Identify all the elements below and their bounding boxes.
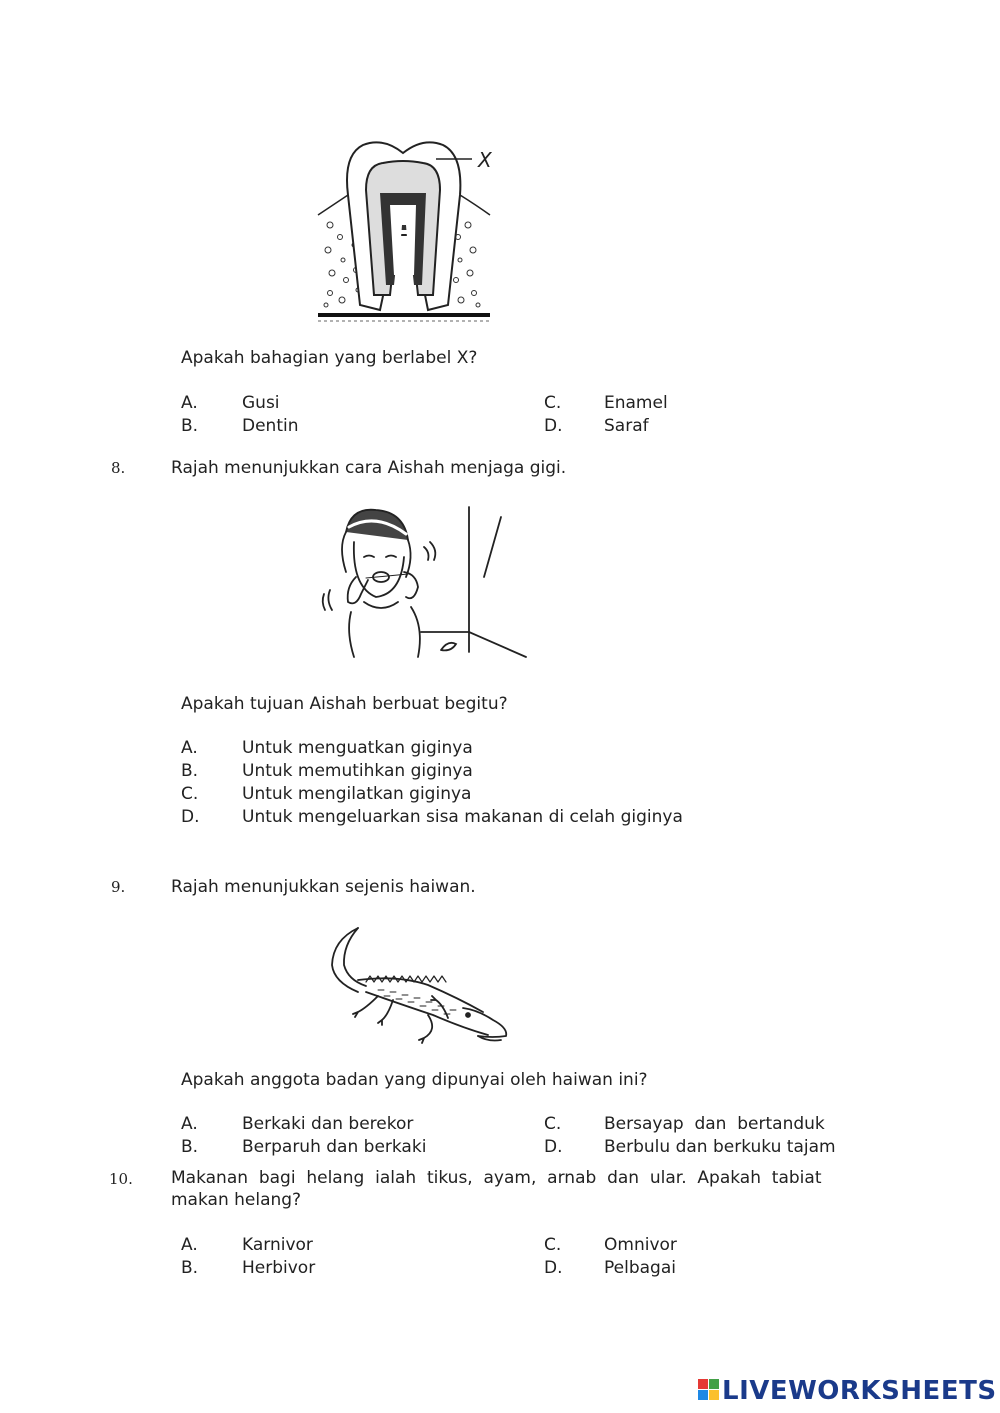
option-b-text[interactable]: Untuk memutihkan giginya (242, 761, 473, 781)
option-b-letter: B. (181, 761, 199, 781)
question-7-options (181, 393, 781, 441)
question-number: 10. (109, 1170, 133, 1188)
diagram-label-x: X (478, 148, 492, 172)
girl-flossing-illustration (316, 502, 526, 662)
option-a-text[interactable]: Karnivor (242, 1235, 313, 1255)
question-8-stem: Rajah menunjukkan cara Aishah menjaga gigi. (171, 458, 567, 478)
option-c-letter: C. (544, 393, 562, 413)
option-a-letter: A. (181, 1114, 198, 1134)
question-8-options (181, 738, 781, 833)
logo-text: LIVEWORKSHEETS (722, 1376, 997, 1406)
option-c-letter: C. (544, 1235, 562, 1255)
option-d-letter: D. (181, 807, 200, 827)
question-9-stem: Rajah menunjukkan sejenis haiwan. (171, 877, 476, 897)
option-a-text[interactable]: Gusi (242, 393, 280, 413)
option-a-letter: A. (181, 393, 198, 413)
option-b-letter: B. (181, 1258, 199, 1278)
question-number: 8. (111, 459, 126, 477)
option-b-text[interactable]: Dentin (242, 416, 299, 436)
option-d-letter: D. (544, 1258, 563, 1278)
option-d-text[interactable]: Saraf (604, 416, 649, 436)
question-10-options (181, 1235, 781, 1283)
option-b-text[interactable]: Berparuh dan berkaki (242, 1137, 427, 1157)
option-d-text[interactable]: Pelbagai (604, 1258, 676, 1278)
logo-badge-icon (698, 1379, 720, 1401)
option-c-text[interactable]: Bersayap dan bertanduk (604, 1114, 825, 1134)
option-c-letter: C. (544, 1114, 562, 1134)
option-d-letter: D. (544, 416, 563, 436)
question-number: 9. (111, 878, 126, 896)
question-9-options (181, 1114, 881, 1162)
option-c-letter: C. (181, 784, 199, 804)
option-b-letter: B. (181, 416, 199, 436)
question-10-stem-line-2: makan helang? (171, 1190, 302, 1210)
option-a-text[interactable]: Untuk menguatkan giginya (242, 738, 473, 758)
option-b-text[interactable]: Herbivor (242, 1258, 316, 1278)
question-7-prompt: Apakah bahagian yang berlabel X? (181, 348, 478, 368)
option-c-text[interactable]: Untuk mengilatkan giginya (242, 784, 472, 804)
option-a-letter: A. (181, 1235, 198, 1255)
option-d-letter: D. (544, 1137, 563, 1157)
option-d-text[interactable]: Berbulu dan berkuku tajam (604, 1137, 836, 1157)
crocodile-illustration (318, 920, 518, 1060)
liveworksheets-logo[interactable] (698, 1376, 997, 1406)
question-10-stem-line-1: Makanan bagi helang ialah tikus, ayam, arnab dan ular. Apakah tabiat (171, 1168, 822, 1188)
option-a-text[interactable]: Berkaki dan berekor (242, 1114, 414, 1134)
option-c-text[interactable]: Omnivor (604, 1235, 677, 1255)
option-b-letter: B. (181, 1137, 199, 1157)
option-c-text[interactable]: Enamel (604, 393, 668, 413)
question-9-prompt: Apakah anggota badan yang dipunyai oleh haiwan ini? (181, 1070, 648, 1090)
option-a-letter: A. (181, 738, 198, 758)
question-8-prompt: Apakah tujuan Aishah berbuat begitu? (181, 694, 508, 714)
option-d-text[interactable]: Untuk mengeluarkan sisa makanan di celah giginya (242, 807, 683, 827)
